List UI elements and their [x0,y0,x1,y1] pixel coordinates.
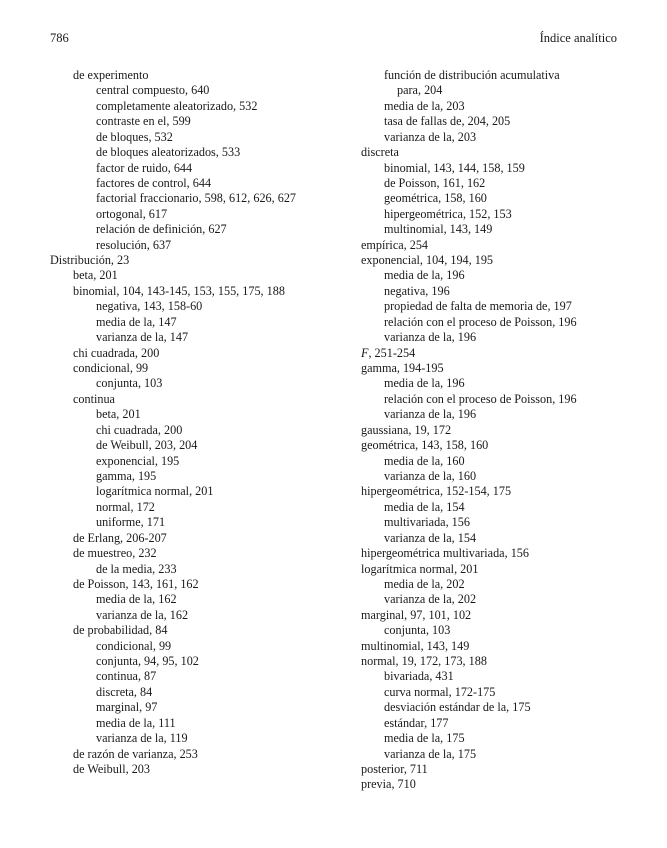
index-column-right [361,68,617,793]
index-entry: curva normal, 172-175 [384,684,496,699]
index-entry: binomial, 104, 143-145, 153, 155, 175, 188 [73,283,285,298]
index-entry: contraste en el, 599 [96,114,191,129]
index-entry: hipergeométrica multivariada, 156 [361,546,529,561]
index-entry: factores de control, 644 [96,175,212,190]
index-entry: media de la, 111 [96,715,176,730]
index-entry: de Weibull, 203 [73,761,150,776]
index-entry: negativa, 196 [384,283,450,298]
index-entry: varianza de la, 202 [384,592,477,607]
index-entry: conjunta, 103 [96,376,163,391]
index-entry: continua, 87 [96,669,157,684]
index-entry: multinomial, 143, 149 [384,222,493,237]
index-entry: empírica, 254 [361,237,429,252]
index-entry: chi cuadrada, 200 [96,422,183,437]
index-entry: ortogonal, 617 [96,206,168,221]
index-entry: varianza de la, 203 [384,129,477,144]
index-entry: media de la, 147 [96,314,177,329]
index-entry: normal, 172 [96,499,155,514]
index-entry: desviación estándar de la, 175 [384,700,531,715]
index-entry: bivariada, 431 [384,669,454,684]
index-entry: de razón de varianza, 253 [73,746,198,761]
index-entry: marginal, 97 [96,700,158,715]
index-entry: media de la, 196 [384,268,465,283]
index-entry: exponencial, 195 [96,453,180,468]
index-entry: discreta, 84 [96,684,153,699]
index-entry: de Poisson, 161, 162 [384,175,486,190]
index-entry: conjunta, 103 [384,623,451,638]
index-entry: logarítmica normal, 201 [96,484,214,499]
index-entry: condicional, 99 [96,638,172,653]
index-entry: relación con el proceso de Poisson, 196 [384,391,577,406]
index-entry: resolución, 637 [96,237,172,252]
index-entry: de la media, 233 [96,561,177,576]
index-entry: relación con el proceso de Poisson, 196 [384,314,577,329]
index-entry: conjunta, 94, 95, 102 [96,654,199,669]
index-entry: varianza de la, 154 [384,530,477,545]
index-entry: previa, 710 [361,777,416,792]
index-entry: negativa, 143, 158-60 [96,299,203,314]
index-entry: de Poisson, 143, 161, 162 [73,576,199,591]
index-entry: de Weibull, 203, 204 [96,438,198,453]
index-entry: relación de definición, 627 [96,222,227,237]
index-entry: varianza de la, 119 [96,731,188,746]
index-entry: completamente aleatorizado, 532 [96,98,258,113]
index-entry: gamma, 194-195 [361,361,444,376]
index-entry: factorial fraccionario, 598, 612, 626, 627 [96,191,297,206]
index-entry: función de distribución acumulativa [384,68,560,82]
index-entry: continua [73,391,115,406]
index-entry: uniforme, 171 [96,515,166,530]
index-entry: beta, 201 [96,407,141,422]
index-entry: geométrica, 158, 160 [384,191,487,206]
index-entry: media de la, 162 [96,592,177,607]
index-entry: varianza de la, 147 [96,330,189,345]
index-entry: gaussiana, 19, 172 [361,422,452,437]
index-entry: multinomial, 143, 149 [361,638,470,653]
index-entry: media de la, 203 [384,98,465,113]
index-entry: normal, 19, 172, 173, 188 [361,654,487,669]
index-column-left [50,68,330,777]
index-entry: marginal, 97, 101, 102 [361,607,472,622]
index-entry: media de la, 160 [384,453,465,468]
index-entry: condicional, 99 [73,361,149,376]
page-number: 786 [50,31,69,45]
index-entry: media de la, 202 [384,576,465,591]
index-entry: gamma, 195 [96,468,157,483]
index-entry: de bloques aleatorizados, 533 [96,145,241,160]
index-entry: Distribución, 23 [50,253,130,268]
index-entry: varianza de la, 196 [384,330,477,345]
index-entry: varianza de la, 175 [384,746,477,761]
index-entry: media de la, 196 [384,376,465,391]
index-entry: media de la, 154 [384,499,465,514]
index-entry: discreta [361,145,399,160]
index-entry: F, 251-254 [361,345,416,360]
index-entry: central compuesto, 640 [96,83,210,98]
index-entry: hipergeométrica, 152-154, 175 [361,484,512,499]
index-entry: geométrica, 143, 158, 160 [361,438,489,453]
index-entry: de bloques, 532 [96,129,173,144]
running-title: Índice analítico [539,31,617,45]
index-entry: varianza de la, 196 [384,407,477,422]
index-entry: propiedad de falta de memoria de, 197 [384,299,572,314]
index-entry: estándar, 177 [384,715,449,730]
index-entry: de probabilidad, 84 [73,623,168,638]
index-entry: exponencial, 104, 194, 195 [361,253,494,268]
index-entry: tasa de fallas de, 204, 205 [384,114,511,129]
page-header [50,31,617,49]
index-entry: chi cuadrada, 200 [73,345,160,360]
index-entry: de experimento [73,68,149,82]
index-entry: de Erlang, 206-207 [73,530,167,545]
index-entry: factor de ruido, 644 [96,160,193,175]
index-entry: multivariada, 156 [384,515,470,530]
index-entry: binomial, 143, 144, 158, 159 [384,160,525,175]
index-entry: media de la, 175 [384,731,465,746]
index-entry: posterior, 711 [361,761,428,776]
index-entry: beta, 201 [73,268,118,283]
index-entry: de muestreo, 232 [73,546,157,561]
index-entry: varianza de la, 162 [96,607,189,622]
index-entry: hipergeométrica, 152, 153 [384,206,512,221]
index-entry: varianza de la, 160 [384,468,477,483]
index-entry: logarítmica normal, 201 [361,561,479,576]
index-entry: para, 204 [397,83,443,98]
